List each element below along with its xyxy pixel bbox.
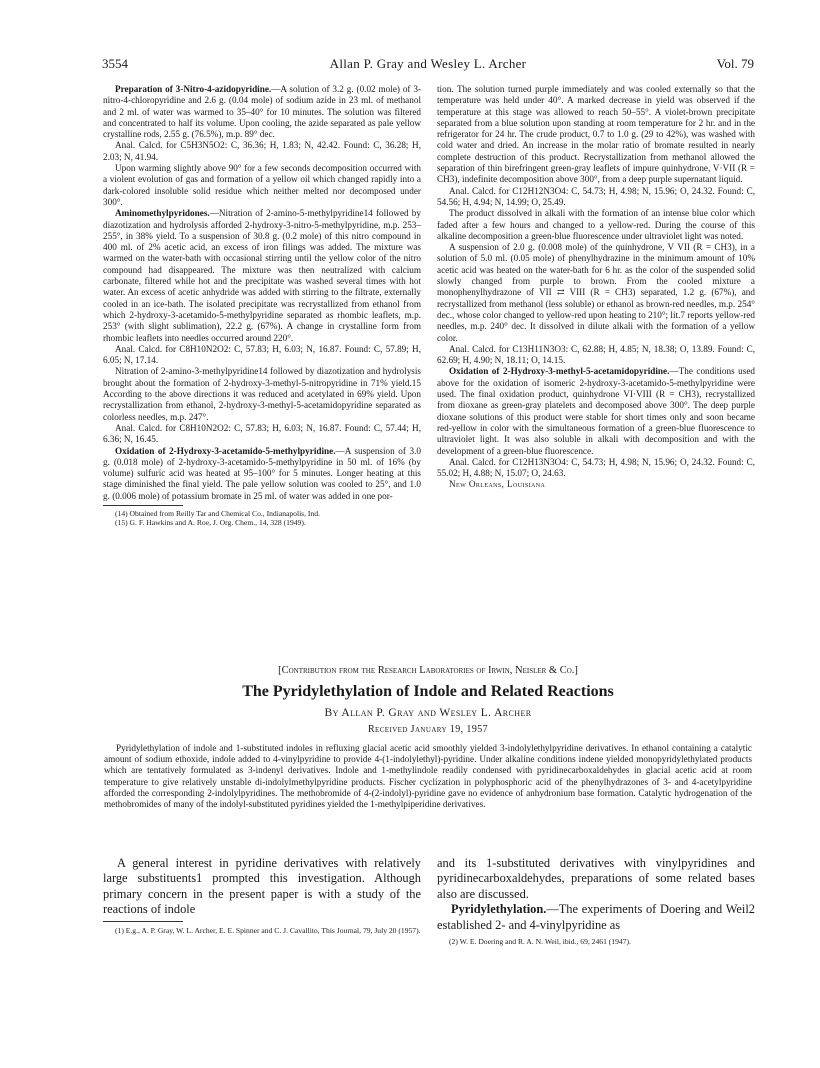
section-heading: Pyridylethylation. bbox=[451, 902, 547, 917]
analysis-paragraph: Anal. Calcd. for C12H13N3O4: C, 54.73; H, 4.98; N, 15.96; O, 24.32. Found: C, 55.02; H, 4.88; N, 15.07; O, 24.63. bbox=[437, 456, 755, 479]
section-heading: Aminomethylpyridones. bbox=[115, 208, 210, 219]
paragraph: Upon warming slightly above 90° for a few seconds decomposition occurred with a violent evolution of gas and formation of a yellow oil which changed rapidly into a dark-colored insoluble solid residue which neither melted nor decomposed under 300°. bbox=[103, 163, 421, 207]
analysis-paragraph: Anal. Calcd. for C5H3N5O2: C, 36.36; H, 1.83; N, 42.42. Found: C, 36.28; H, 2.03; N, 41.94. bbox=[103, 140, 421, 162]
running-header bbox=[102, 56, 754, 76]
body-paragraph: A general interest in pyridine derivatives with relatively large substituents1 prompted this investigation. Although primary concern in the present paper is with a study of the reactions of indole bbox=[103, 856, 421, 917]
footnote-14: (14) Obtained from Reilly Tar and Chemical Co., Indianapolis, Ind. bbox=[115, 508, 320, 518]
analysis-paragraph: Anal. Calcd. for C8H10N2O2: C, 57.83; H, 6.03; N, 16.87. Found: C, 57.44; H, 6.36; N, 16.45. bbox=[103, 422, 421, 445]
volume-label: Vol. 79 bbox=[716, 56, 754, 71]
paragraph-text: —The experiments of Doering and Weil2 established 2- and 4-vinylpyridine as bbox=[437, 902, 755, 932]
analysis-paragraph: Anal. Calcd. for C8H10N2O2: C, 57.83; H, 6.03; N, 16.87. Found: C, 57.89; H, 6.05; N, 17.14. bbox=[103, 343, 421, 366]
section-heading: Preparation of 3-Nitro-4-azidopyridine. bbox=[115, 84, 272, 94]
section-heading: Oxidation of 2-Hydroxy-3-acetamido-5-methylpyridine. bbox=[115, 445, 336, 456]
page-number: 3554 bbox=[102, 56, 128, 71]
location: New Orleans, Louisiana bbox=[449, 479, 546, 490]
section-heading: Oxidation of 2-Hydroxy-3-methyl-5-acetamidopyridine. bbox=[449, 366, 670, 377]
body-paragraph bbox=[437, 902, 755, 933]
analysis-paragraph: Anal. Calcd. for C12H12N3O4: C, 54.73; H, 4.98; N, 15.96; O, 24.32. Found: C, 54.56; H, 4.94; N, 14.99; O, 25.49. bbox=[437, 185, 755, 207]
running-authors: Allan P. Gray and Wesley L. Archer bbox=[329, 56, 527, 71]
footnote-1: (1) E.g., A. P. Gray, W. L. Archer, E. E. Spinner and C. J. Cavallito, This Journal, 79, July 20 (1957). bbox=[115, 925, 421, 935]
paragraph-text: —A solution of 3.2 g. (0.02 mole) of 3-nitro-4-chloropyridine and 2.6 g. (0.04 mole) of sodium azide in 23 ml. of methanol and 2 ml. of water was warmed to 35–40° for 10 minutes. The solution was filtered and concentrated to half its volume. Upon cooling, the azide separated as pale yellow crystalline rods, 2.55 g. (76.5%), m.p. 89° dec. bbox=[103, 84, 421, 140]
paragraph bbox=[437, 366, 755, 456]
footnote-rule bbox=[103, 921, 183, 922]
paragraph-text: —The conditions used above for the oxidation of isomeric 2-hydroxy-3-acetamido-5-methylpyridine were used. The final oxidation product, quinhydrone VI·VIII (R = CH3), recrystallized from dioxane as green-gray platelets and decomposed above 300°. The deep purple dioxane solutions of this product were stable for short times only and soon became red-yellow in color with the simultaneous formation of a green-blue fluorescence to ultraviolet light. It was also soluble in alkali with decomposition and with the development of a green-blue fluorescence. bbox=[437, 366, 755, 456]
paragraph-text: —Nitration of 2-amino-5-methylpyridine14 followed by diazotization and hydrolysis afforded 2-hydroxy-3-nitro-5-methylpyridine, m.p. 253–255°, in 38% yield. To a suspension of 30.8 g. (0.2 mole) of this nitro compound in 400 ml. of 2% acetic acid, an excess of iron filings was added. The mixture was warmed on the water-bath with occasional stirring until the yellow color of the nitro compound had disappeared. The mixture was then neutralized with calcium carbonate, filtered while hot and the precipitate was washed several times with hot water. An excess of acetic anhydride was added with stirring to the filtrate, externally cooled in an ice-bath. The isolated precipitate was recrystallized from ethanol from which 2-hydroxy-3-acetamido-5-methylpyridine separated as rhombic leaflets, m.p. 253° (with slight sublimation), 22.2 g. (67%). A change in crystalline form from rhombic leaflets into needles occurred around 220°. bbox=[103, 208, 421, 343]
abstract: Pyridylethylation of indole and 1-substituted indoles in refluxing glacial acetic acid smoothly yielded 3-indolylethylpyridine derivatives. In ethanol containing a catalytic amount of sodium ethoxide, indole added to 4-vinylpyridine to provide 4-(1-indolylethyl)-pyridine. Under alkaline conditions indene yielded monopyridylethylated products which are tentatively formulated as 3-indenyl derivatives. Indole and 1-methylindole readily condensed with pyridinecarboxaldehydes in glacial acetic acid at room temperature to give relatively unstable di-indolylmethylpyridine products. Fischer cyclization in polyphosphoric acid of the phenylhydrazones of 3- and 4-acetylpyridine afforded the corresponding 2-indolylpyridines. The methobromide of 4-(2-indolyl)-pyridine gave no evidence of anhydronium base formation. Catalytic hydrogenation of the methobromides of many of the indolyl-substituted pyridines yielded the 1-methylpiperidine derivatives. bbox=[104, 743, 752, 810]
left-column bbox=[103, 84, 421, 528]
received-date: Received January 19, 1957 bbox=[367, 724, 489, 735]
body-left-column bbox=[103, 856, 421, 935]
right-column bbox=[437, 84, 755, 491]
body-right-column bbox=[437, 856, 755, 947]
paragraph: Nitration of 2-amino-3-methylpyridine14 followed by diazotization and hydrolysis brought about the formation of 2-hydroxy-3-methyl-5-nitropyridine in 71% yield.15 According to the above directions it was reduced and acetylated in 69% yield. Upon recrystallization from ethanol, 2-hydroxy-3-methyl-5-acetamidopyridine separated as colorless needles, m.p. 247°. bbox=[103, 366, 421, 422]
paragraph bbox=[103, 446, 421, 502]
footnote-15: (15) G. F. Hawkins and A. Roe, J. Org. Chem., 14, 328 (1949). bbox=[115, 518, 306, 528]
footnote-rule bbox=[103, 505, 183, 506]
body-paragraph: and its 1-substituted derivatives with vinylpyridines and pyridinecarboxaldehydes, preparations of some related bases also are discussed. bbox=[437, 856, 755, 901]
paragraph bbox=[103, 84, 421, 140]
byline: By Allan P. Gray and Wesley L. Archer bbox=[324, 707, 532, 719]
paragraph bbox=[103, 208, 421, 344]
paragraph: A suspension of 2.0 g. (0.008 mole) of the quinhydrone, V VII (R = CH3), in a solution of 5.0 ml. (0.05 mole) of phenylhydrazine in the minimum amount of 10% acetic acid was heated on the water-bath for 6 hr. as the color of the suspended solid slowly changed from purple to brown. From the cooled mixture a monophenylhydrazone of VII ⇄ VIII (R = CH3) separated, 1.2 g. (67%), and recrystallized from methanol (less soluble) or ethanol as brown-red needles, m.p. 254° dec., whose color changed to yellow-red upon heating to 210°; lit.7 reports yellow-red needles, m.p. 240° dec. It dissolved in dilute alkali with the formation of a yellow color. bbox=[437, 242, 755, 343]
paragraph: tion. The solution turned purple immediately and was cooled externally so that the temperature was held under 40°. A marked decrease in yield was observed if the temperature at this stage was allowed to reach 50–55°. A violet-brown precipitate separated from a blue solution upon standing at room temperature for 2 hr. and in the refrigerator for 24 hr. The crude product, 0.7 to 1.0 g. (29 to 42%), was washed with cold water and dried. An increase in the molar ratio of bromate resulted in nearly complete destruction of this product. Recrystallization from methanol allowed the separation of thin birefringent green-gray leaflets of impure quinhydrone, V·VII (R = CH3), indefinite decomposition above 300°, from a deep purple supernatant liquid. bbox=[437, 84, 755, 185]
analysis-paragraph: Anal. Calcd. for C13H11N3O3: C, 62.88; H, 4.85; N, 18.38; O, 13.89. Found: C, 62.69; H, 4.90; N, 18.11; O, 14.15. bbox=[437, 343, 755, 366]
contribution-line: [Contribution from the Research Laboratories of Irwin, Neisler & Co.] bbox=[278, 665, 578, 676]
paragraph: The product dissolved in alkali with the formation of an intense blue color which faded after a few hours and changed to a yellow-red. During the course of this alkaline decomposition a green-blue fluorescence under ultraviolet light was noted. bbox=[437, 208, 755, 241]
paragraph-text: —A suspension of 3.0 g. (0.018 mole) of 2-hydroxy-3-acetamido-5-methylpyridine in 50 ml. of 16% (by volume) sulfuric acid was heated at 95–100° for 5 minutes. Longer heating at this stage diminished the final yield. The pale yellow solution was cooled to 25°, and 1.0 g. (0.006 mole) of potassium bromate in 25 ml. of water was added in one por- bbox=[103, 445, 421, 501]
article-title: The Pyridylethylation of Indole and Related Reactions bbox=[242, 683, 614, 700]
footnote-2: (2) W. E. Doering and R. A. N. Weil, ibid., 69, 2461 (1947). bbox=[449, 937, 631, 947]
